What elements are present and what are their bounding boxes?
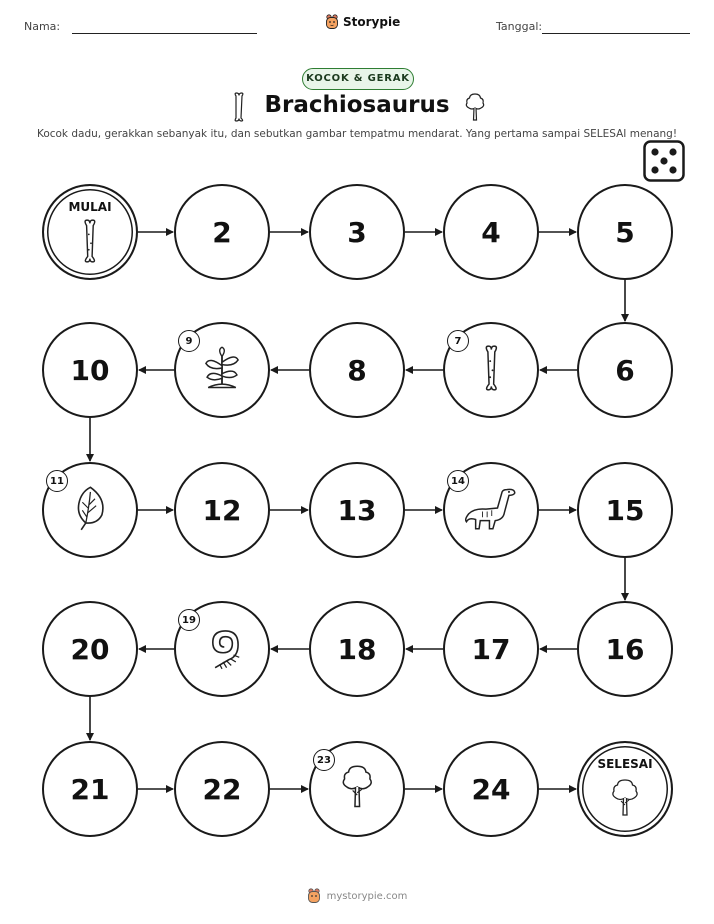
storypie-mascot-icon [307,888,321,904]
space-number: 18 [337,632,377,666]
space-number: 16 [605,632,645,666]
space-number: 17 [471,632,511,666]
number-space[interactable] [174,462,270,558]
space-number: 15 [605,493,645,527]
space-number: 6 [615,353,635,387]
space-number: 11 [46,470,68,492]
tree-icon [340,764,375,814]
picture-space[interactable] [174,322,270,418]
space-number: 2 [212,215,232,249]
number-space[interactable] [174,741,270,837]
space-number: 7 [447,330,469,352]
number-space[interactable] [443,741,539,837]
number-space[interactable] [443,184,539,280]
finish-space[interactable] [577,741,673,837]
picture-space[interactable] [443,322,539,418]
name-label: Nama: [24,20,61,33]
space-number: 10 [70,353,110,387]
space-number: 12 [202,493,242,527]
number-space[interactable] [443,601,539,697]
space-number: 13 [337,493,377,527]
dinosaur-icon [463,485,518,535]
brand-name: Storypie [343,15,401,29]
number-space[interactable] [309,462,405,558]
number-space[interactable] [42,322,138,418]
date-label: Tanggal: [496,20,543,33]
number-space[interactable] [42,741,138,837]
space-number: 5 [615,215,635,249]
number-space[interactable] [577,322,673,418]
space-number: 14 [447,470,469,492]
footer [0,888,714,904]
number-space[interactable] [42,601,138,697]
picture-space[interactable] [42,462,138,558]
fern-icon [199,624,245,674]
number-space[interactable] [309,184,405,280]
plant-icon [199,345,245,395]
space-number: 21 [70,772,110,806]
space-number: 3 [347,215,367,249]
space-number: 8 [347,353,367,387]
space-number: 19 [178,609,200,631]
start-space[interactable] [42,184,138,280]
number-space[interactable] [577,601,673,697]
space-number: 20 [70,632,110,666]
bone-icon [481,345,502,395]
picture-space[interactable] [174,601,270,697]
space-number: 24 [471,772,511,806]
space-number: 22 [202,772,242,806]
activity-badge: KOCOK & GERAK [302,68,414,90]
page-title: Brachiosaurus [264,92,450,118]
picture-space[interactable] [443,462,539,558]
instructions: Kocok dadu, gerakkan sebanyak itu, dan sebutkan gambar tempatmu mendarat. Yang pertama sampai SELESAI menang! [36,128,678,140]
number-space[interactable] [577,184,673,280]
leaf-icon [72,485,109,535]
space-label: MULAI [68,200,112,214]
space-number: 4 [481,215,501,249]
picture-space[interactable] [309,741,405,837]
number-space[interactable] [309,322,405,418]
number-space[interactable] [577,462,673,558]
space-label: SELESAI [597,757,653,771]
number-space[interactable] [174,184,270,280]
space-number: 9 [178,330,200,352]
number-space[interactable] [309,601,405,697]
space-number: 23 [313,749,335,771]
tree-icon [610,778,640,822]
footer-site: mystorypie.com [326,890,408,902]
bone-icon [80,219,100,267]
